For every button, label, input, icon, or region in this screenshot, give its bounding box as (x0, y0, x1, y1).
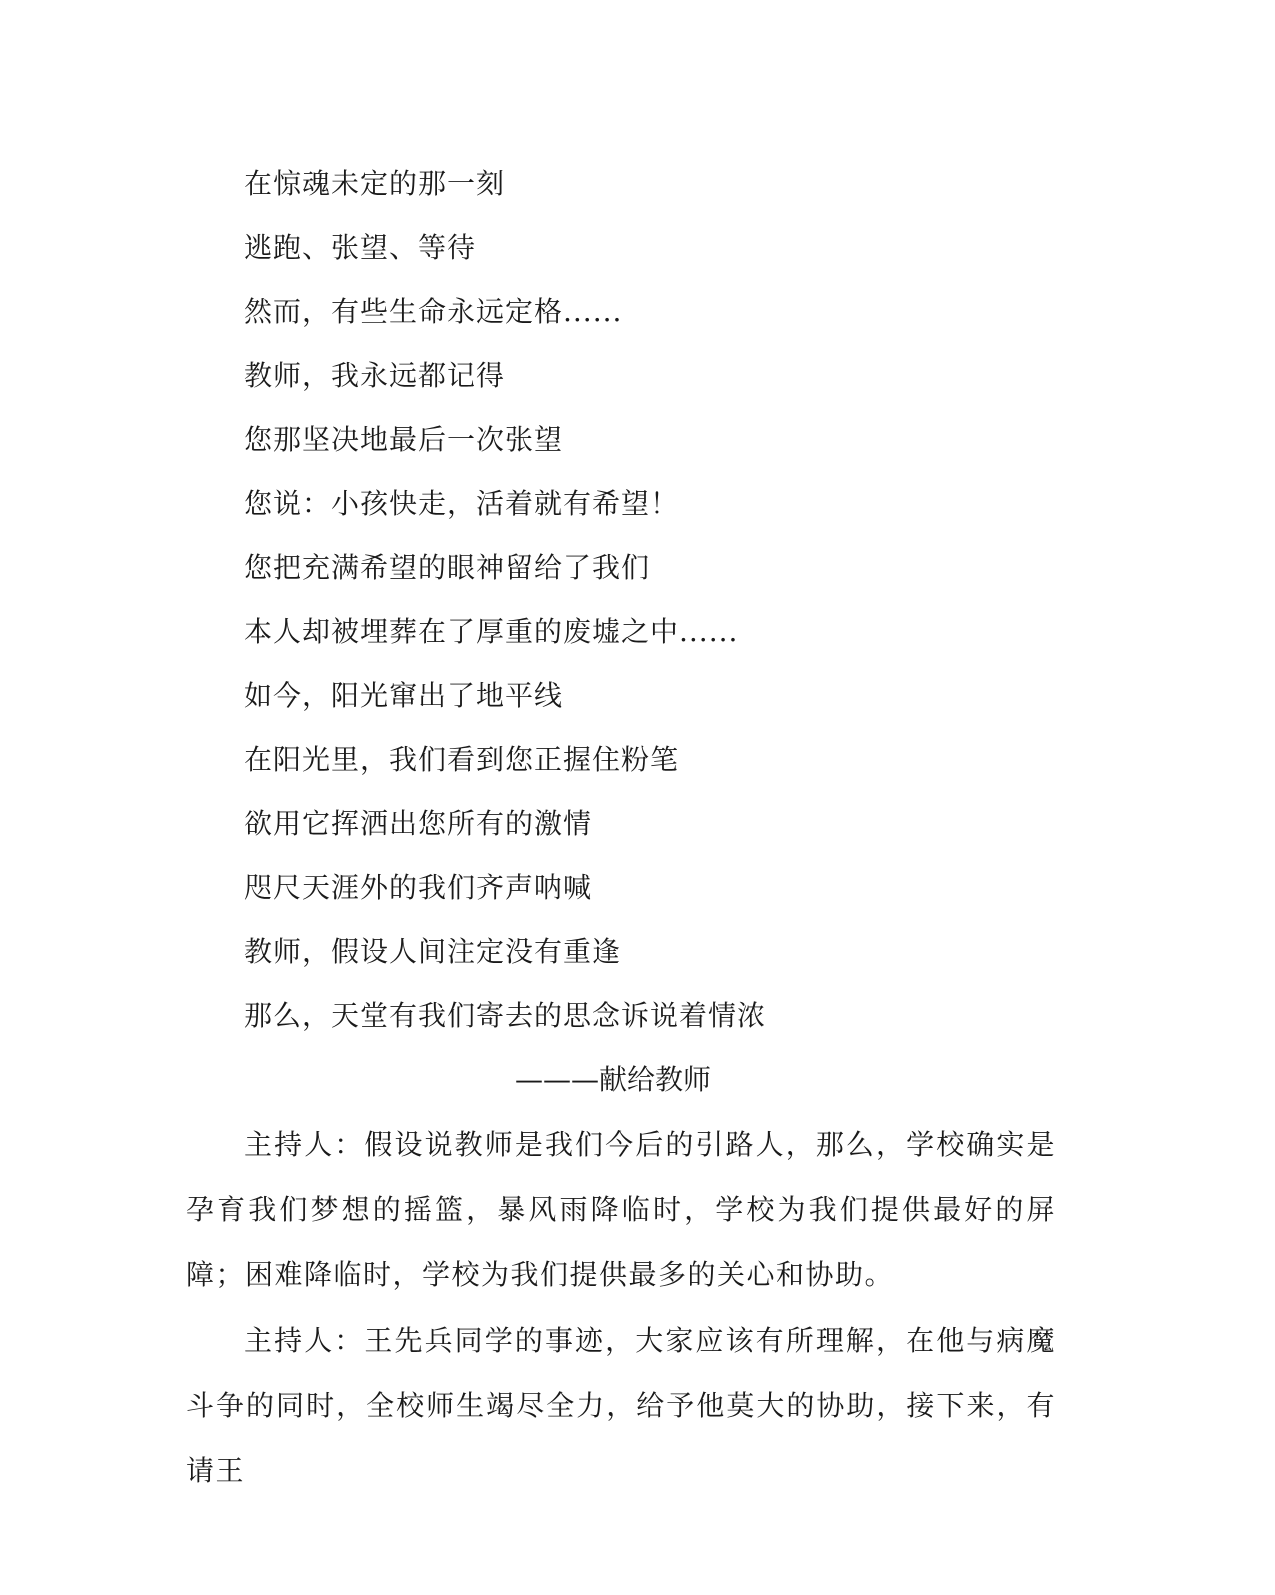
poem-line: 您那坚决地最后一次张望 (244, 423, 564, 456)
poem-line: 教师，假设人间注定没有重逢 (244, 935, 622, 968)
host-paragraph: 主持人：王先兵同学的事迹，大家应该有所理解，在他与病魔斗争的同时，全校师生竭尽全力，给予他莫大的协助，接下来，有请王 (186, 1324, 1056, 1487)
poem (244, 160, 766, 1056)
poem-line: 您说：小孩快走，活着就有希望！ (244, 487, 680, 520)
poem-line: 逃跑、张望、等待 (244, 231, 477, 264)
poem-line: 如今，阳光窜出了地平线 (244, 679, 564, 712)
poem-line: 在惊魂未定的那一刻 (244, 167, 506, 200)
poem-line: 本人却被埋葬在了厚重的废墟之中...... (244, 615, 739, 648)
poem-line: 您把充满希望的眼神留给了我们 (244, 551, 651, 584)
poem-line: 然而，有些生命永远定格...... (244, 295, 623, 328)
poem-line: 那么，天堂有我们寄去的思念诉说着情浓 (244, 999, 767, 1032)
poem-line: 教师，我永远都记得 (244, 359, 506, 392)
poem-dedication: ———献给教师 (515, 1063, 712, 1096)
poem-line: 欲用它挥洒出您所有的激情 (244, 807, 593, 840)
poem-line: 在阳光里，我们看到您正握住粉笔 (244, 743, 680, 776)
poem-line: 咫尺天涯外的我们齐声呐喊 (244, 871, 593, 904)
host-paragraph: 主持人：假设说教师是我们今后的引路人，那么，学校确实是孕育我们梦想的摇篮，暴风雨降临时，学校为我们提供最好的屏障；困难降临时，学校为我们提供最多的关心和协助。 (186, 1128, 1056, 1291)
